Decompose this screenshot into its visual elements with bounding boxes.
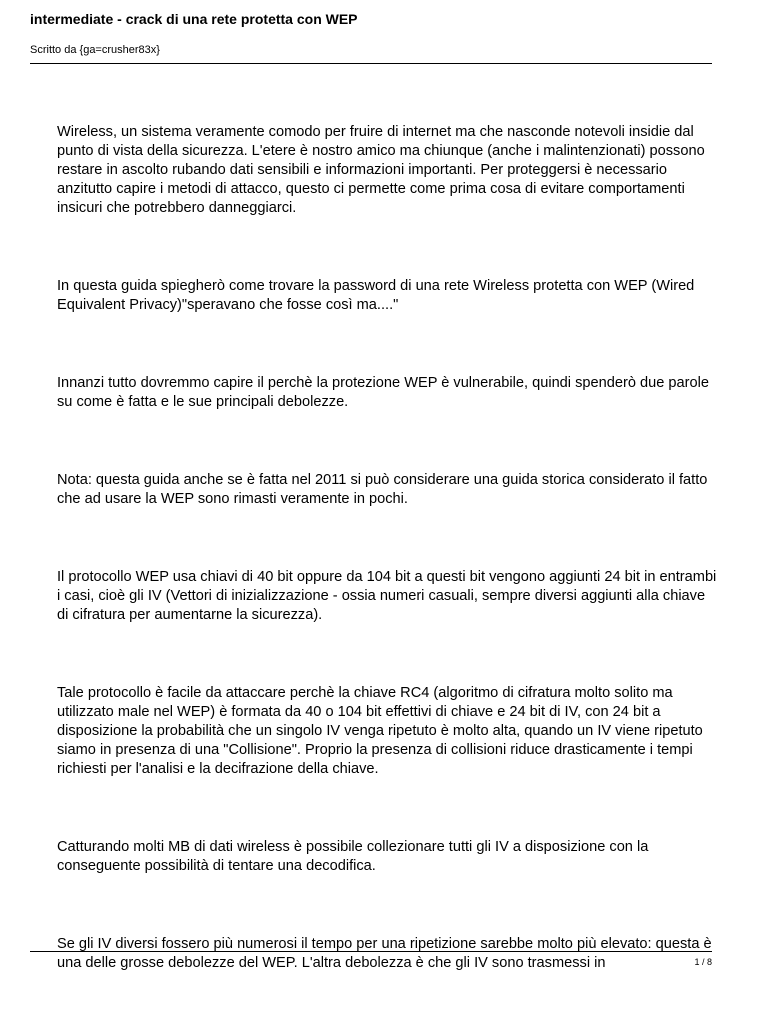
document-title: intermediate - crack di una rete protetta con WEP [30, 11, 358, 27]
paragraph-weakness: Se gli IV diversi fossero più numerosi il tempo per una ripetizione sarebbe molto più elevato: questa è una delle grosse debolezze del WEP. L'altra debolezza è che gli IV sono trasmessi in [57, 936, 712, 971]
header-divider [30, 63, 712, 64]
paragraph-capture: Catturando molti MB di dati wireless è possibile collezionare tutti gli IV a disposizione con la conseguente possibilità di tentare una decodifica. [57, 839, 649, 874]
paragraph-vulnerability: Innanzi tutto dovremmo capire il perchè la protezione WEP è vulnerabile, quindi spenderò due parole su come è fatta e le sue principali debolezze. [57, 375, 709, 410]
paragraph-note: Nota: questa guida anche se è fatta nel 2011 si può considerare una guida storica considerato il fatto che ad usare la WEP sono rimasti veramente in pochi. [57, 472, 708, 507]
author-byline: Scritto da {ga=crusher83x} [30, 44, 160, 56]
paragraph-intro: Wireless, un sistema veramente comodo per fruire di internet ma che nasconde notevoli insidie dal punto di vista della sicurezza. L'etere è nostro amico ma chiunque (anche i malintenzionati) possono restare in ascolto rubando dati sensibili e informazioni importanti. Per proteggersi è necessario anzitutto capire i metodi di attacco, questo ci permette come prima cosa di evitare comportamenti insicuri che potrebbero danneggiarci. [57, 124, 705, 216]
page-header [30, 10, 712, 57]
paragraph-guide-purpose: In questa guida spiegherò come trovare la password di una rete Wireless protetta con WEP (Wired Equivalent Privacy)"speravano che fosse così ma...." [57, 278, 695, 313]
paragraph-rc4: Tale protocollo è facile da attaccare perchè la chiave RC4 (algoritmo di cifratura molto solito ma utilizzato male nel WEP) è formata da 40 o 104 bit effettivi di chiave e 24 bit di IV, con 24 bit a disposizione la probabilità che un singolo IV venga ripetuto è molto alta, quando un IV viene ripetuto siamo in presenza di una "Collisione". Proprio la presenza di collisioni riduce drasticamente i tempi richiesti per l'analisi e la decifrazione della chiave. [57, 685, 703, 777]
footer-divider [30, 951, 712, 952]
article-body [57, 123, 719, 1032]
paragraph-protocol: Il protocollo WEP usa chiavi di 40 bit oppure da 104 bit a questi bit vengono aggiunti 24 bit in entrambi i casi, cioè gli IV (Vettori di inizializzazione - ossia numeri casuali, sempre diversi aggiunti alla chiave di cifratura per aumentarne la sicurezza). [57, 569, 717, 623]
page-number: 1 / 8 [694, 957, 712, 967]
